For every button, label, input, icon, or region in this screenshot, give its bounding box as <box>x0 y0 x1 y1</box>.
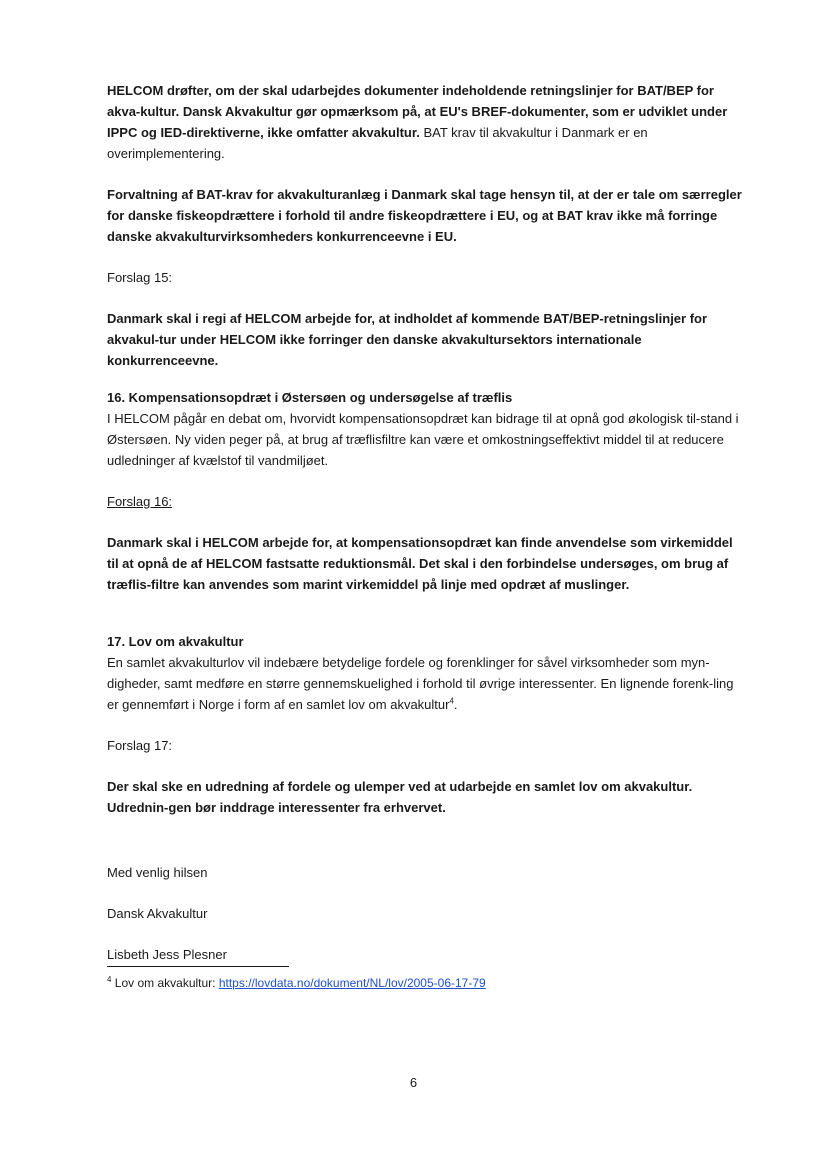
intro-paragraph-1-regular: BAT krav til akvakultur i Danmark er en overimplementering. <box>107 125 648 161</box>
section-16-heading: 16. Kompensationsopdræt i Østersøen og undersøgelse af træflis <box>107 390 513 405</box>
closing-greeting: Med venlig hilsen <box>107 865 208 880</box>
footnote-link[interactable]: https://lovdata.no/dokument/NL/lov/2005-06-17-79 <box>218 976 486 990</box>
forslag-16-text: Danmark skal i HELCOM arbejde for, at kompensationsopdræt kan finde anvendelse som virkemiddel til at opnå de af HELCOM fastsatte reduktionsmål. Det skal i den forbindelse undersøges, om brug af træflis-filtre kan anvendes som marint virkemiddel på linje med opdræt af muslinger. <box>107 535 733 592</box>
intro-paragraph-2-text: Forvaltning af BAT-krav for akvakulturanlæg i Danmark skal tage hensyn til, at der er tale om særregler for danske fiskeopdrættere i forhold til andre fiskeopdrættere i EU, og at BAT krav ikke må forringe danske akvakulturvirksomheders konkurrenceevne i EU. <box>107 187 742 244</box>
section-17-text <box>107 652 747 715</box>
intro-paragraph-2 <box>107 184 747 247</box>
section-17-body: En samlet akvakulturlov vil indebære betydelige fordele og forenklinger for såvel virksomheder som myn-digheder, samt medføre en større gennemskuelighed i forhold til øvrige interessenter. En lignende forenk-ling er gennemført i Norge i form af en samlet lov om akvakultur <box>107 655 734 712</box>
section-16-text: I HELCOM pågår en debat om, hvorvidt kompensationsopdræt kan bidrage til at opnå god økologisk til-stand i Østersøen. Ny viden peger på, at brug af træflisfiltre kan være et omkostningseffektivt middel til at reducere udledninger af kvælstof til vandmiljøet. <box>107 411 739 468</box>
intro-paragraph-1 <box>107 80 747 164</box>
footnote-reference[interactable]: 4 <box>449 696 454 706</box>
footnote-label: Lov om akvakultur: <box>111 976 219 990</box>
intro-paragraph-1-bold: HELCOM drøfter, om der skal udarbejdes dokumenter indeholdende retningslinjer for BAT/BEP for akva-kultur. Dansk Akvakultur gør opmærksom på, at EU's BREF-dokumenter, som er udviklet under IPPC og IED-direktiverne, ikke omfatter akvakultur. <box>107 83 728 140</box>
forslag-15-label: Forslag 15: <box>107 270 173 285</box>
footnote <box>107 974 747 992</box>
section-17-end: . <box>453 697 458 712</box>
footnote-divider <box>107 966 289 967</box>
closing-signatory: Lisbeth Jess Plesner <box>107 947 227 962</box>
forslag-17-label: Forslag 17: <box>107 738 173 753</box>
forslag-17-text: Der skal ske en udredning af fordele og ulemper ved at udarbejde en samlet lov om akvakultur. Udrednin-gen bør inddrage interessenter fra erhvervet. <box>107 779 693 815</box>
footnote-number: 4 <box>107 975 112 984</box>
page-number: 6 <box>409 1075 418 1090</box>
closing-organization: Dansk Akvakultur <box>107 906 208 921</box>
section-17-heading: 17. Lov om akvakultur <box>107 634 244 649</box>
forslag-16-label: Forslag 16: <box>107 494 173 509</box>
page-content <box>107 80 747 965</box>
forslag-15-text: Danmark skal i regi af HELCOM arbejde for, at indholdet af kommende BAT/BEP-retningslinjer for akvakul-tur under HELCOM ikke forringer den danske akvakultursektors internationale konkurrenceevne. <box>107 311 708 368</box>
